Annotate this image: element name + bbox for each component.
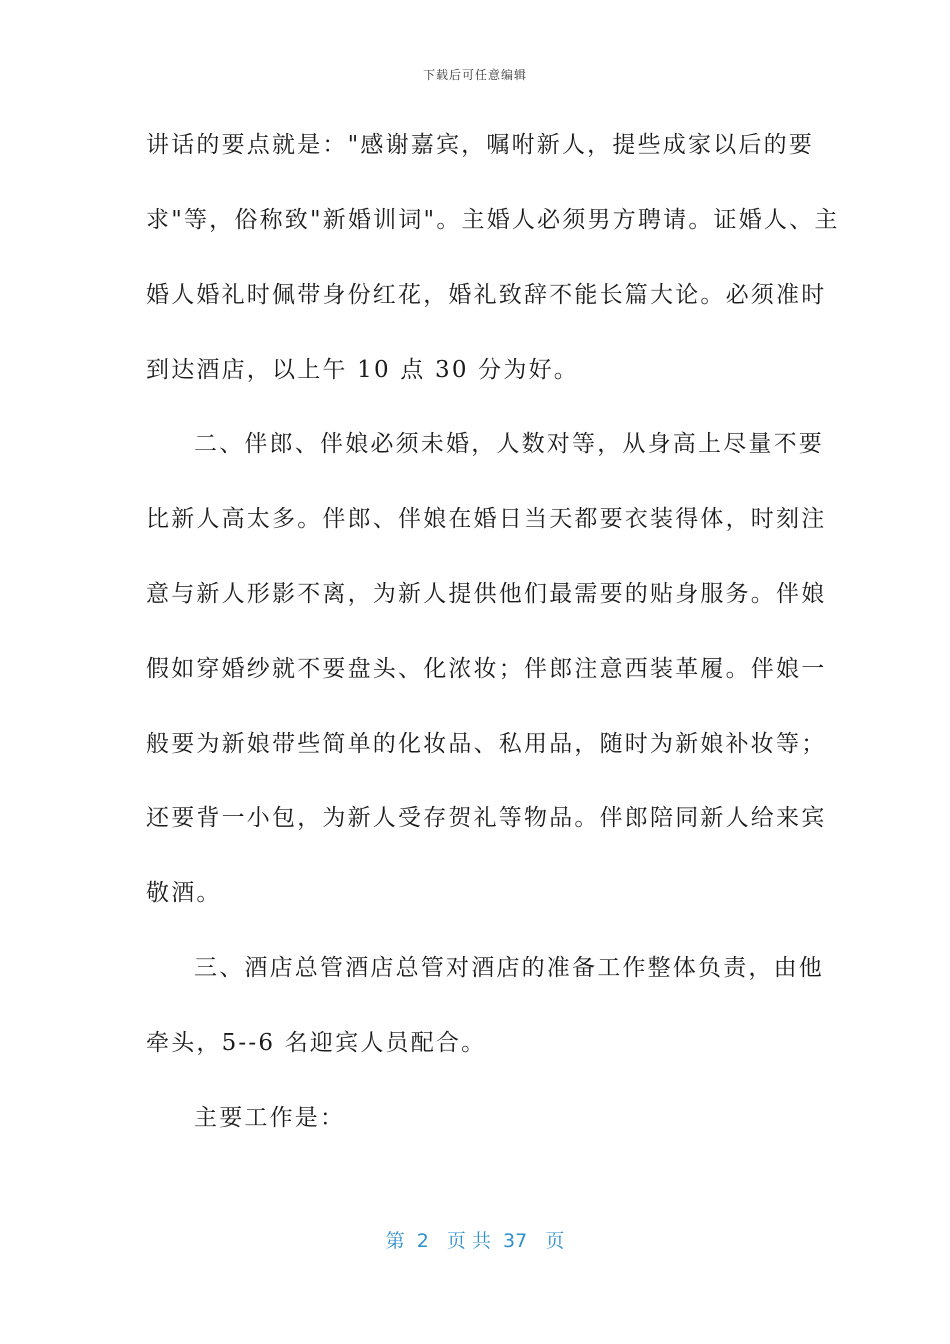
body-line: 敬酒。 bbox=[146, 880, 222, 906]
paragraph-start-line: 主要工作是： bbox=[194, 1105, 346, 1131]
body-line: 婚人婚礼时佩带身份红花，婚礼致辞不能长篇大论。必须准时 bbox=[146, 282, 827, 308]
body-line: 意与新人形影不离，为新人提供他们最需要的贴身服务。伴娘 bbox=[146, 581, 827, 607]
body-line: 求"等，俗称致"新婚训词"。主婚人必须男方聘请。证婚人、主 bbox=[146, 207, 840, 233]
body-line: 般要为新娘带些简单的化妆品、私用品，随时为新娘补妆等； bbox=[146, 731, 827, 757]
body-line: 到达酒店，以上午 10 点 30 分为好。 bbox=[146, 357, 579, 383]
page-number-footer: 第 2 页 共 37 页 bbox=[385, 1230, 565, 1252]
body-line: 假如穿婚纱就不要盘头、化浓妆；伴郎注意西装革履。伴娘一 bbox=[146, 656, 827, 682]
paragraph-start-line: 三、酒店总管酒店总管对酒店的准备工作整体负责，由他 bbox=[194, 955, 824, 981]
body-line: 还要背一小包，为新人受存贺礼等物品。伴郎陪同新人给来宾 bbox=[146, 805, 827, 831]
body-line: 比新人高太多。伴郎、伴娘在婚日当天都要衣装得体，时刻注 bbox=[146, 506, 827, 532]
paragraph-start-line: 二、伴郎、伴娘必须未婚，人数对等，从身高上尽量不要 bbox=[194, 431, 824, 457]
body-line: 讲话的要点就是："感谢嘉宾，嘱咐新人，提些成家以后的要 bbox=[146, 132, 814, 158]
body-line: 牵头，5--6 名迎宾人员配合。 bbox=[146, 1030, 487, 1056]
header-note: 下载后可任意编辑 bbox=[422, 68, 527, 82]
